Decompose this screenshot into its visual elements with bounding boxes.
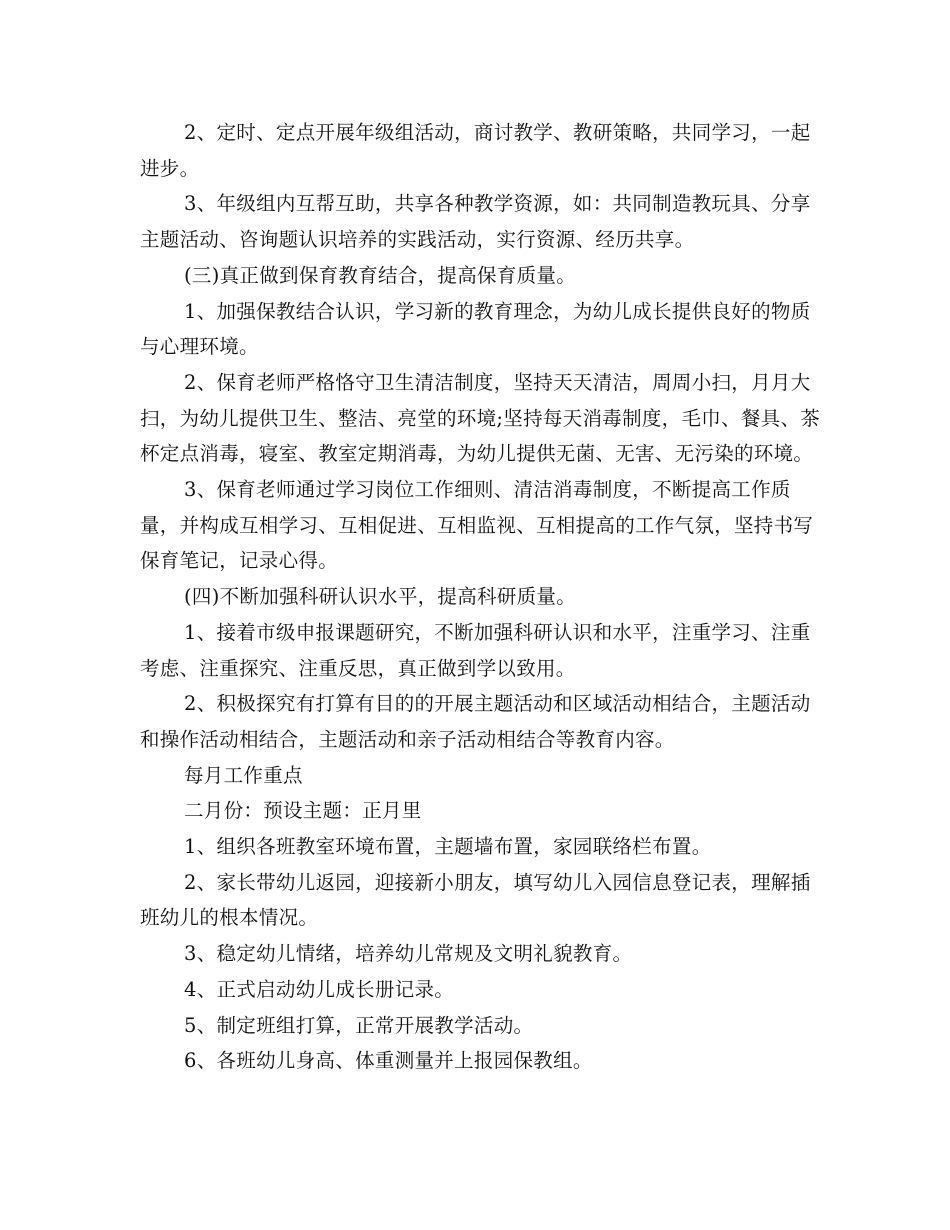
list-item: 3、稳定幼儿情绪，培养幼儿常规及文明礼貌教育。 <box>184 942 633 966</box>
list-item: 5、制定班组打算，正常开展教学活动。 <box>184 1013 534 1037</box>
list-item: 6、各班幼儿身高、体重测量并上报园保教组。 <box>184 1049 593 1073</box>
paragraph: 2、定时、定点开展年级组活动，商讨教学、教研策略，共同学习，一起进步。 <box>140 121 811 180</box>
paragraph: 2、积极探究有打算有目的的开展主题活动和区域活动相结合，主题活动和操作活动相结合，主题活动和亲子活动相结合等教育内容。 <box>140 692 811 751</box>
paragraph: 3、保育老师通过学习岗位工作细则、清洁消毒制度，不断提高工作质量，并构成互相学习、互相促进、互相监视、互相提高的工作气氛，坚持书写保育笔记，记录心得。 <box>140 478 814 573</box>
paragraph: 3、年级组内互帮互助，共享各种教学资源，如：共同制造教玩具、分享主题活动、咨询题认识培养的实践活动，实行资源、经历共享。 <box>140 192 811 252</box>
paragraph: 1、接着市级申报课题研究，不断加强科研认识和水平，注重学习、注重考虑、注重探究、注重反思，真正做到学以致用。 <box>140 620 811 680</box>
document-body <box>140 115 830 1079</box>
section-heading: 每月工作重点 <box>184 763 303 787</box>
list-item: 1、组织各班教室环境布置，主题墙布置，家园联络栏布置。 <box>184 835 712 859</box>
list-item: 4、正式启动幼儿成长册记录。 <box>184 977 455 1001</box>
list-item: 2、家长带幼儿返园，迎接新小朋友，填写幼儿入园信息登记表，理解插班幼儿的根本情况。 <box>140 870 811 930</box>
section-heading: (三)真正做到保育教育结合，提高保育质量。 <box>184 263 577 287</box>
paragraph: 2、保育老师严格恪守卫生清洁制度，坚持天天清洁，周周小扫，月月大扫，为幼儿提供卫生、整洁、亮堂的环境;坚持每天消毒制度，毛巾、餐具、茶杯定点消毒，寝室、教室定期消毒，为幼儿提供无菌、无害、无污染的环境。 <box>140 370 821 466</box>
subheading: 二月份：预设主题：正月里 <box>184 799 422 823</box>
section-heading: (四)不断加强科研认识水平，提高科研质量。 <box>184 585 577 609</box>
paragraph: 1、加强保教结合认识，学习新的教育理念，为幼儿成长提供良好的物质与心理环境。 <box>140 299 811 359</box>
